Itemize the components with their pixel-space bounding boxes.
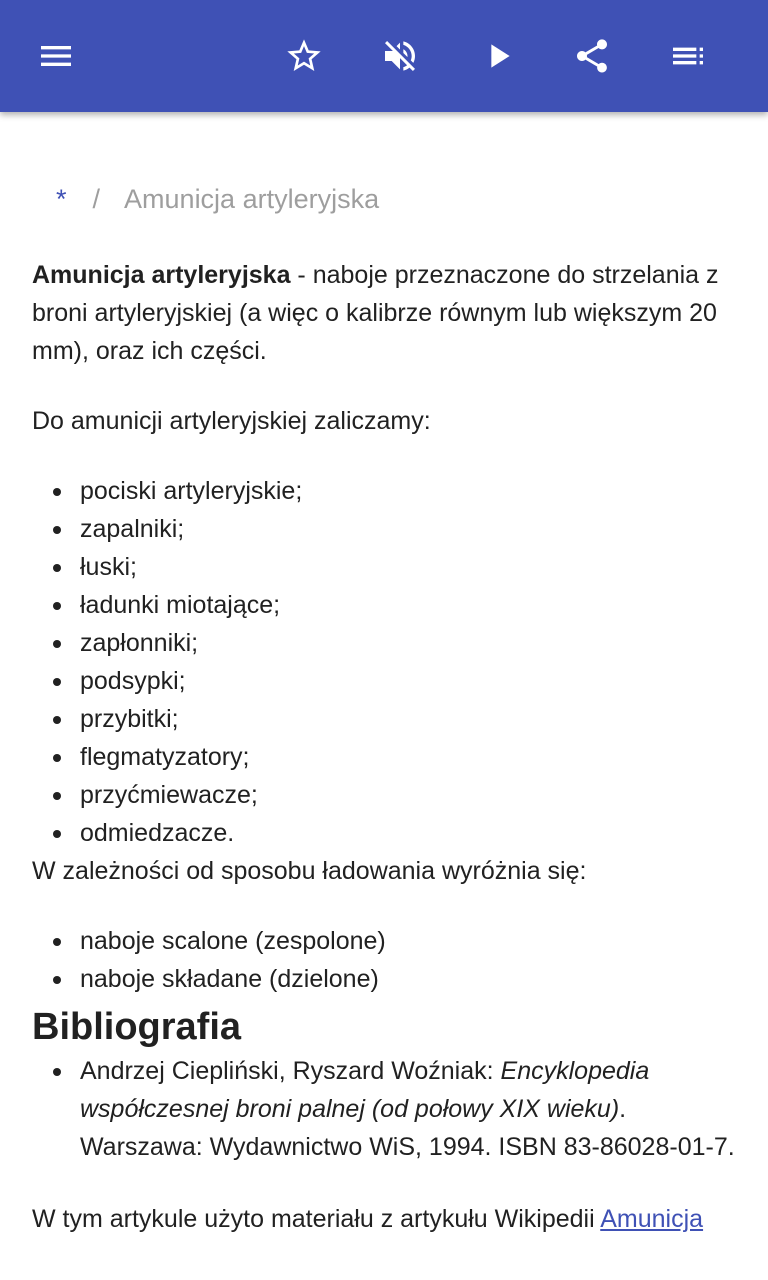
menu-icon [36,36,76,76]
list-item: przybitki; [80,700,738,738]
attribution-text: W tym artykule użyto materiału z artykułu Wikipedii [32,1205,601,1233]
intro-text: - naboje przeznaczone do strzelania z broni artyleryjskiej (a więc o kalibrze równym lub większym 20 mm), oraz ich części. [32,261,719,365]
list2-heading: W zależności od sposobu ładowania wyróżnia się: [32,857,587,885]
breadcrumb-home-link[interactable]: * [56,184,67,214]
play-icon [478,36,518,76]
toc-icon [668,36,708,76]
bibliography-title: Encyklopedia współczesnej broni palnej (od połowy XIX wieku) [80,1057,650,1123]
article-body [32,256,738,1238]
bibliography-list [32,1052,738,1166]
mute-button[interactable] [372,28,428,84]
menu-button[interactable] [28,28,84,84]
list1-heading: Do amunicji artyleryjskiej zaliczamy: [32,407,431,435]
bibliography-details: . Warszawa: Wydawnictwo WiS, 1994. ISBN 83-86028-01-7. [80,1095,735,1161]
volume-off-icon [380,36,420,76]
intro-paragraph [32,256,738,370]
article-content [0,112,768,1280]
breadcrumb-current: Amunicja artyleryjska [124,184,380,214]
wikipedia-article-link[interactable]: Amunicja [600,1205,704,1233]
bibliography-authors: Andrzej Ciepliński, Ryszard Woźniak: [80,1057,501,1085]
ammunition-parts-list [32,472,738,852]
list-item: naboje składane (dzielone) [80,960,738,998]
list-item: zapalniki; [80,510,738,548]
share-button[interactable] [564,28,620,84]
wikipedia-attribution [32,1200,738,1238]
list-item: ładunki miotające; [80,586,738,624]
list-item: zapłonniki; [80,624,738,662]
list-item: podsypki; [80,662,738,700]
breadcrumb [56,182,379,216]
list-item: przyćmiewacze; [80,776,738,814]
bibliography-item [80,1052,738,1166]
favorite-button[interactable] [276,28,332,84]
list-item: łuski; [80,548,738,586]
list-item: naboje scalone (zespolone) [80,922,738,960]
share-icon [572,36,612,76]
app-toolbar [0,0,768,112]
toc-button[interactable] [660,28,716,84]
intro-bold-term: Amunicja artyleryjska [32,261,291,289]
play-button[interactable] [470,28,526,84]
bibliography-heading: Bibliografia [32,1006,242,1048]
loading-types-list [32,922,738,998]
list-item: flegmatyzatory; [80,738,738,776]
breadcrumb-separator: / [92,184,101,214]
list-item: pociski artyleryjskie; [80,472,738,510]
star-outline-icon [284,36,324,76]
list-item: odmiedzacze. [80,814,738,852]
